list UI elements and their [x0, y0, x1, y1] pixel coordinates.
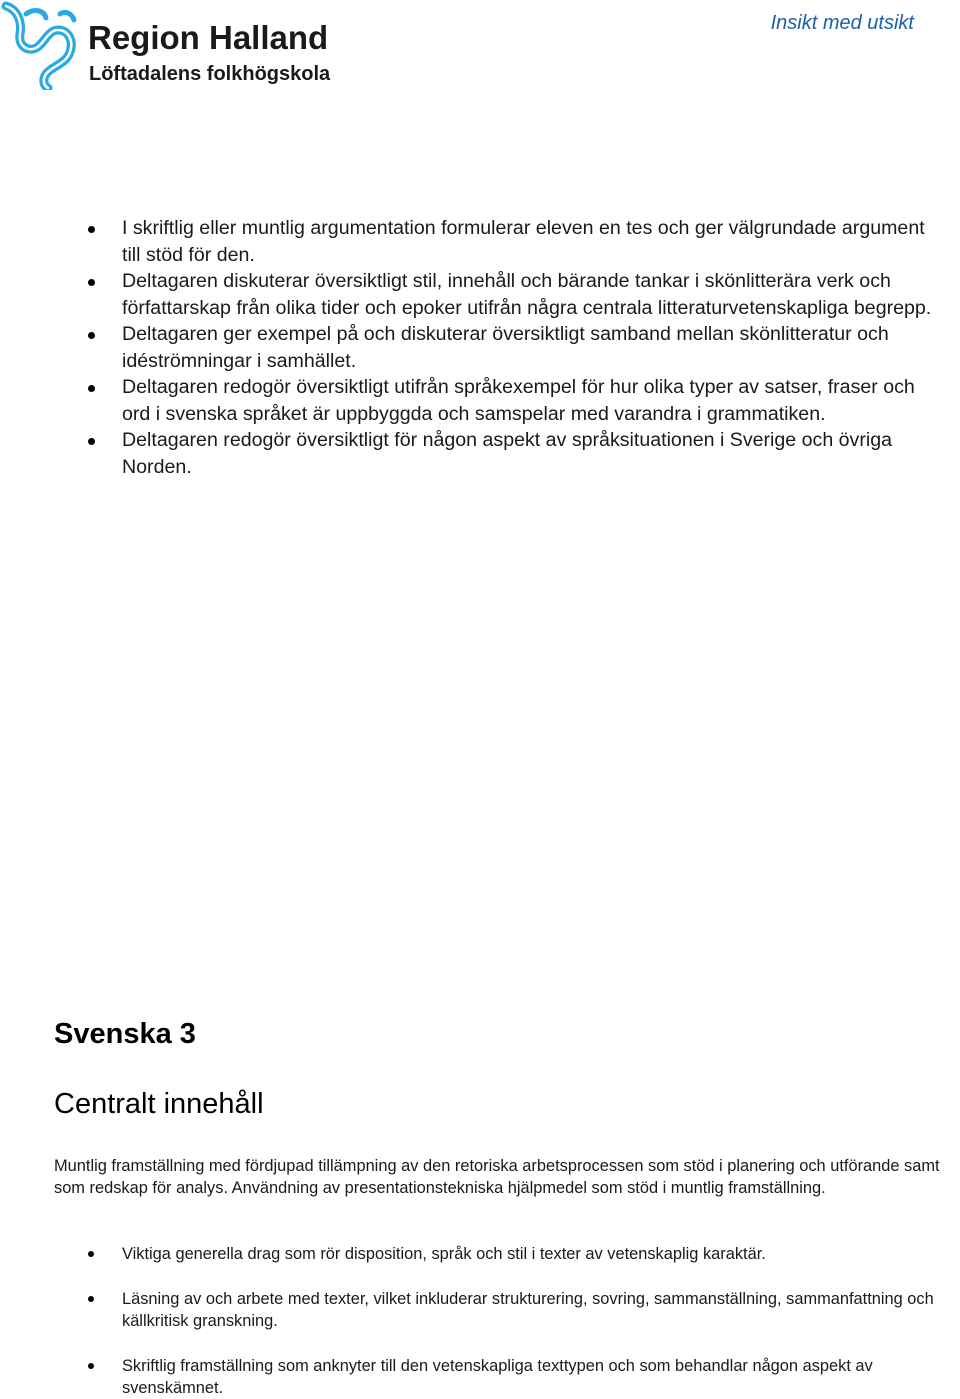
list-item [0, 215, 960, 268]
list-item [0, 1355, 960, 1399]
list-item-text: I skriftlig eller muntlig argumentation formulerar eleven en tes och ger välgrundade argument till stöd för den. [122, 217, 925, 266]
bullet-icon [88, 1296, 94, 1302]
logo-subtitle: Löftadalens folkhögskola [89, 63, 331, 85]
section-subtitle: Centralt innehåll [54, 1088, 264, 1120]
bullet-icon [88, 1363, 94, 1369]
intro-paragraph: Muntlig framställning med fördjupad tillämpning av den retoriska arbetsprocessen som stöd i planering och utförande samt som redskap för analys. Användning av presentationstekniska hjälpmedel som stöd i muntlig framställning. [54, 1157, 940, 1197]
tagline: Insikt med utsikt [770, 12, 914, 34]
list-item-text: Deltagaren redogör översiktligt för någon aspekt av språksituationen i Sverige och övriga Norden. [122, 429, 893, 478]
list-item-text: Läsning av och arbete med texter, vilket inkluderar strukturering, sovring, sammanställning, sammanfattning och källkritisk granskning. [122, 1290, 934, 1330]
logo-title: Region Halland [88, 19, 329, 56]
bullet-icon [88, 226, 95, 233]
bullet-icon [88, 1251, 94, 1257]
list-item-text: Deltagaren ger exempel på och diskuterar översiktligt samband mellan skönlitteratur och idéströmningar i samhället. [122, 323, 889, 372]
list-item-text: Viktiga generella drag som rör disposition, språk och stil i texter av vetenskaplig karaktär. [122, 1245, 766, 1263]
list-item [0, 374, 960, 427]
list-item [0, 427, 960, 480]
content-list [0, 1243, 960, 1399]
list-item-text: Deltagaren redogör översiktligt utifrån språkexempel för hur olika typer av satser, fraser och ord i svenska språket är uppbyggda och samspelar med varandra i grammatiken. [122, 376, 915, 425]
goals-list [0, 215, 960, 480]
list-item [0, 1288, 960, 1332]
bullet-icon [88, 279, 95, 286]
list-item [0, 321, 960, 374]
list-item-text: Skriftlig framställning som anknyter till den vetenskapliga texttypen och som behandlar någon aspekt av svenskämnet. [122, 1357, 873, 1397]
region-halland-logo-icon [0, 0, 80, 90]
list-item-text: Deltagaren diskuterar översiktligt stil, innehåll och bärande tankar i skönlitterära verk och författarskap från olika tider och epoker utifrån några centrala litteraturvetenskapliga begrepp. [122, 270, 932, 319]
list-item [0, 1243, 960, 1265]
page-header [0, 0, 960, 100]
bullet-icon [88, 332, 95, 339]
bullet-icon [88, 438, 95, 445]
list-item [0, 268, 960, 321]
bullet-icon [88, 385, 95, 392]
section-title: Svenska 3 [54, 1018, 196, 1050]
